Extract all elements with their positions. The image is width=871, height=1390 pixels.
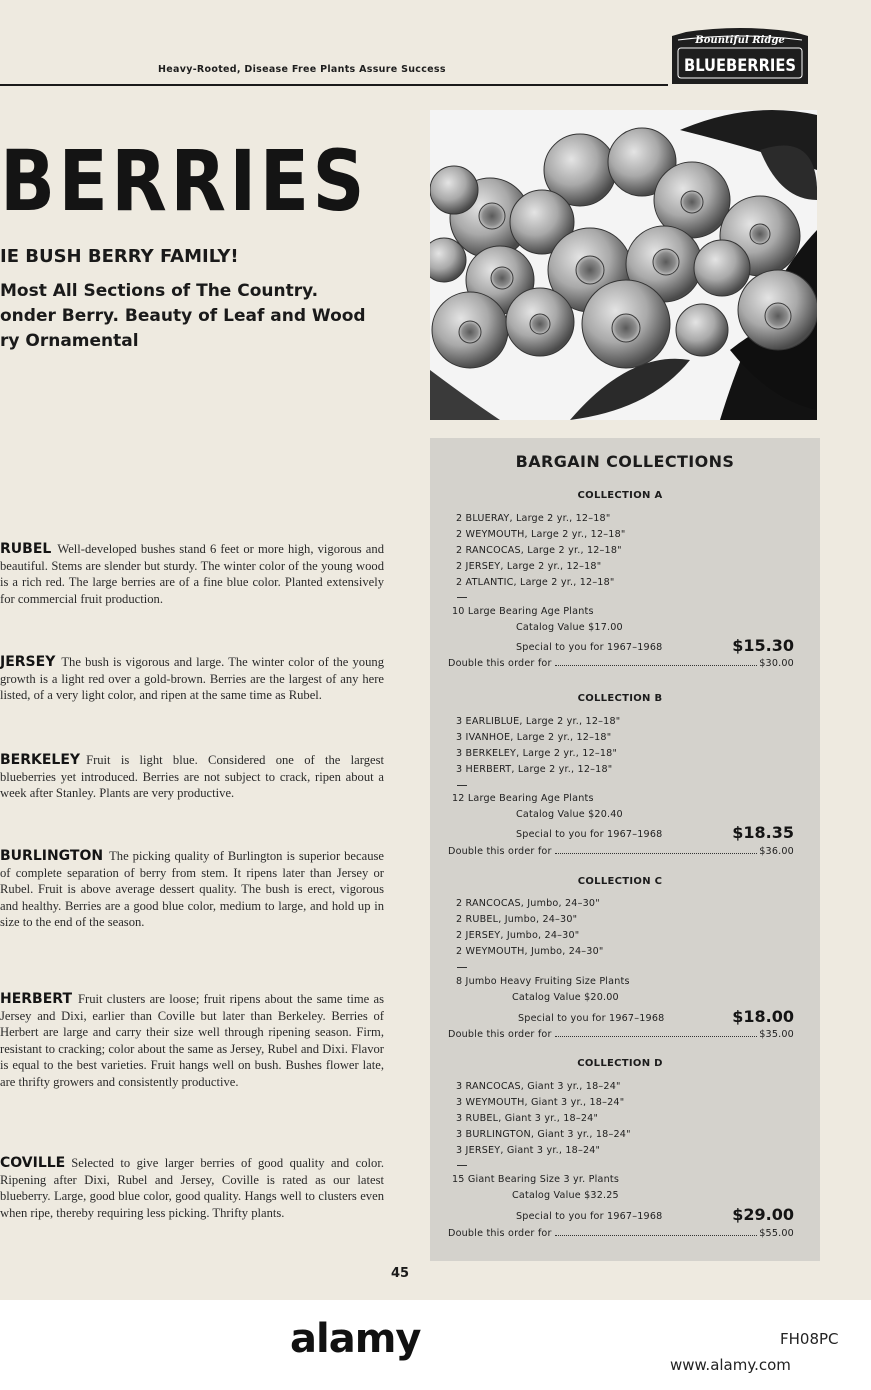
catalog-value: Catalog Value $20.00 xyxy=(512,992,619,1003)
page-number: 45 xyxy=(390,1266,410,1281)
page-title: BERRIES xyxy=(0,132,368,230)
special-offer: Special to you for 1967–1968 xyxy=(516,642,663,653)
collection-item: 2 JERSEY, Large 2 yr., 12–18" xyxy=(456,561,602,572)
collection-item: 2 WEYMOUTH, Jumbo, 24–30" xyxy=(456,946,604,957)
collection-item: 3 EARLIBLUE, Large 2 yr., 12–18" xyxy=(456,716,621,727)
collection-item: 3 RANCOCAS, Giant 3 yr., 18–24" xyxy=(456,1081,621,1092)
collection-item: 3 WEYMOUTH, Giant 3 yr., 18–24" xyxy=(456,1097,625,1108)
bargain-title: BARGAIN COLLECTIONS xyxy=(515,452,735,471)
variety-burlington xyxy=(0,848,384,931)
alamy-logo: alamy xyxy=(290,1316,421,1362)
special-price: $18.00 xyxy=(732,1007,794,1026)
collection-total: 12 Large Bearing Age Plants xyxy=(452,793,594,804)
subtitle-line-2: onder Berry. Beauty of Leaf and Wood xyxy=(0,306,366,326)
variety-name: BURLINGTON xyxy=(0,848,104,864)
subtitle-line-1: Most All Sections of The Country. xyxy=(0,281,319,301)
special-offer: Special to you for 1967–1968 xyxy=(516,829,663,840)
variety-name: JERSEY xyxy=(0,654,56,670)
collection-item: 2 RANCOCAS, Large 2 yr., 12–18" xyxy=(456,545,622,556)
collection-item: 3 BURLINGTON, Giant 3 yr., 18–24" xyxy=(456,1129,631,1140)
variety-jersey xyxy=(0,654,384,704)
catalog-value: Catalog Value $32.25 xyxy=(512,1190,619,1201)
variety-name: COVILLE xyxy=(0,1155,66,1171)
special-price: $29.00 xyxy=(732,1205,794,1224)
collection-a-title: COLLECTION A xyxy=(577,490,663,501)
variety-description: Well-developed bushes stand 6 feet or more high, vigorous and beautiful. Stems are slender but sturdy. The winter color of the young wood is a rich red. The large berries are of a fine blue color. Planted extensively for commercial fruit production. xyxy=(0,542,384,606)
bargain-collections-box xyxy=(430,438,820,1261)
double-order-label: Double this order for xyxy=(448,846,552,857)
collection-b-title: COLLECTION B xyxy=(577,693,663,704)
catalog-value: Catalog Value $20.40 xyxy=(516,809,623,820)
variety-description: Fruit clusters are loose; fruit ripens about the same time as Jersey and Dixi, earlier than Coville but later than Berkeley. Berries of Herbert are large and carry their size well through ripening season. Firm, resistant to cracking; color about the same as Jersey, Rubel and Dixi. Flavor is equal to the best varieties. Fruit hangs well on bush. Bushes flower late, are thrifty growers and consistently productive. xyxy=(0,992,384,1089)
double-order-label: Double this order for xyxy=(448,658,552,669)
double-order-price: $30.00 xyxy=(759,658,794,669)
variety-description: Selected to give larger berries of good quality and color. Ripening after Dixi, Rubel and Jersey, Coville is rated as our latest blueberry. Large, good blue color, good quality. Hangs well to clusters even when ripe, thereby requiring less picking. Thrifty plants. xyxy=(0,1156,384,1220)
collection-d-title: COLLECTION D xyxy=(577,1058,663,1069)
collection-total: 10 Large Bearing Age Plants xyxy=(452,606,594,617)
collection-item: 3 IVANHOE, Large 2 yr., 12–18" xyxy=(456,732,612,743)
leader-dots xyxy=(555,665,758,666)
special-price: $15.30 xyxy=(732,636,794,655)
double-order-price: $35.00 xyxy=(759,1029,794,1040)
collection-item: 2 ATLANTIC, Large 2 yr., 12–18" xyxy=(456,577,615,588)
special-offer: Special to you for 1967–1968 xyxy=(516,1211,663,1222)
blueberry-cluster-photo xyxy=(430,110,817,420)
collection-total: 8 Jumbo Heavy Fruiting Size Plants xyxy=(456,976,630,987)
double-order-line xyxy=(448,846,794,857)
total-divider xyxy=(457,967,467,968)
header-tagline: Heavy-Rooted, Disease Free Plants Assure Success xyxy=(158,64,446,75)
collection-item: 3 HERBERT, Large 2 yr., 12–18" xyxy=(456,764,613,775)
variety-berkeley xyxy=(0,752,384,802)
variety-description: Fruit is light blue. Considered one of the largest blueberries yet introduced. Berries are not subject to crack, ripen about a week after Stanley. Plants are very productive. xyxy=(0,753,384,801)
variety-name: RUBEL xyxy=(0,541,52,557)
variety-name: BERKELEY xyxy=(0,752,81,768)
collection-item: 2 BLUERAY, Large 2 yr., 12–18" xyxy=(456,513,611,524)
variety-name: HERBERT xyxy=(0,991,72,1007)
subtitle-line-3: ry Ornamental xyxy=(0,331,139,351)
total-divider xyxy=(457,1165,467,1166)
watermark-footer xyxy=(0,1300,871,1390)
image-id: FH08PC xyxy=(780,1330,839,1348)
special-offer: Special to you for 1967–1968 xyxy=(518,1013,665,1024)
special-price: $18.35 xyxy=(732,823,794,842)
double-order-price: $55.00 xyxy=(759,1228,794,1239)
total-divider xyxy=(457,785,467,786)
total-divider xyxy=(457,597,467,598)
collection-item: 2 JERSEY, Jumbo, 24–30" xyxy=(456,930,580,941)
collection-item: 3 BERKELEY, Large 2 yr., 12–18" xyxy=(456,748,618,759)
collection-total: 15 Giant Bearing Size 3 yr. Plants xyxy=(452,1174,620,1185)
variety-description: The bush is vigorous and large. The winter color of the young growth is a light red over a gold-brown. Berries are the largest of any here listed, of a very light color, and ripen at the same time as Rubel. xyxy=(0,655,384,703)
collection-item: 2 RANCOCAS, Jumbo, 24–30" xyxy=(456,898,600,909)
variety-rubel xyxy=(0,541,384,607)
double-order-line xyxy=(448,1029,794,1040)
header-rule xyxy=(0,84,668,86)
catalog-value: Catalog Value $17.00 xyxy=(516,622,623,633)
double-order-price: $36.00 xyxy=(759,846,794,857)
double-order-line xyxy=(448,1228,794,1239)
variety-coville xyxy=(0,1155,384,1221)
variety-description: The picking quality of Burlington is superior because of complete separation of berry from stem. It ripens later than Jersey or Rubel. Fruit is above average dessert quality. The bush is erect, vigorous and healthy. Berries are a good blue color, medium to large, and hold up in size to the end of the season. xyxy=(0,849,384,930)
subtitle: IE BUSH BERRY FAMILY! xyxy=(0,246,239,267)
leader-dots xyxy=(555,1235,758,1236)
double-order-line xyxy=(448,658,794,669)
collection-item: 3 RUBEL, Giant 3 yr., 18–24" xyxy=(456,1113,599,1124)
collection-item: 3 JERSEY, Giant 3 yr., 18–24" xyxy=(456,1145,601,1156)
collection-c-title: COLLECTION C xyxy=(577,876,663,887)
logo-top-text: Bountiful Ridge xyxy=(695,35,785,46)
bountiful-ridge-logo xyxy=(670,26,810,86)
alamy-url: www.alamy.com xyxy=(670,1356,791,1374)
collection-item: 2 RUBEL, Jumbo, 24–30" xyxy=(456,914,578,925)
double-order-label: Double this order for xyxy=(448,1228,552,1239)
variety-herbert xyxy=(0,991,384,1091)
collection-item: 2 WEYMOUTH, Large 2 yr., 12–18" xyxy=(456,529,626,540)
leader-dots xyxy=(555,853,758,854)
leader-dots xyxy=(555,1036,758,1037)
double-order-label: Double this order for xyxy=(448,1029,552,1040)
logo-main-text: BLUEBERRIES xyxy=(684,56,796,76)
